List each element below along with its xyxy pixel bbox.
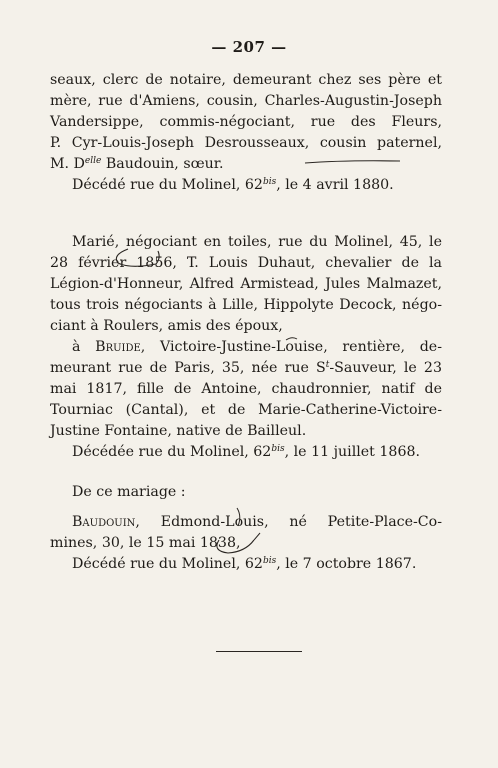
text-line: mines, 30, le 15 mai 1838, <box>50 535 241 551</box>
text-line: De ce mariage : <box>72 484 186 500</box>
text-line: Vandersippe, commis-négociant, rue des Fleurs, <box>50 114 442 130</box>
text-fragment: -Sauveur, le 23 <box>329 360 442 376</box>
text-fragment: , le 7 octobre 1867. <box>276 556 417 572</box>
text-line: ciant à Roulers, amis des époux, <box>50 318 283 334</box>
text-fragment: , Edmond-Louis, né Petite-Place-Co- <box>135 514 442 530</box>
text-line <box>50 337 442 358</box>
text-fragment: , le 4 avril 1880. <box>276 177 394 193</box>
text-fragment: , Victoire-Justine-Louise, rentière, de- <box>140 339 442 355</box>
paragraph-children-heading <box>50 482 442 503</box>
text-line: 28 février 1856, T. Louis Duhaut, chevalier de la <box>50 255 442 271</box>
text-line: P. Cyr-Louis-Joseph Desrousseaux, cousin paternel, <box>50 135 442 151</box>
paragraph-spouse <box>50 337 442 463</box>
paragraph-godparents-continued <box>50 70 442 196</box>
text-line: Tourniac (Cantal), et de Marie-Catherine-Victoire- <box>50 402 442 418</box>
superscript: elle <box>84 156 102 166</box>
paragraph-child <box>50 512 442 575</box>
text-fragment: Décédé rue du Molinel, 62 <box>72 177 263 193</box>
text-line <box>50 154 442 175</box>
text-line <box>50 358 442 379</box>
text-fragment: Décédé rue du Molinel, 62 <box>72 556 263 572</box>
paragraph-marriage <box>50 232 442 337</box>
page-number: — 207 — <box>211 38 287 56</box>
closing-rule <box>216 651 302 652</box>
text-line: mai 1817, fille de Antoine, chaudronnier, natif de <box>50 381 442 397</box>
text-line <box>50 512 442 533</box>
superscript: t <box>325 360 330 370</box>
child-surname: Baudouin <box>72 514 136 530</box>
text-line: Marié, négociant en toiles, rue du Molinel, 45, le <box>72 234 442 250</box>
text-fragment: à <box>72 339 96 355</box>
text-line: seaux, clerc de notaire, demeurant chez ses père et <box>50 72 442 88</box>
text-fragment: meurant rue de Paris, 35, née rue S <box>50 360 326 376</box>
text-line: tous trois négociants à Lille, Hippolyte Decock, négo- <box>50 297 442 313</box>
spouse-surname: Bruide <box>95 339 141 355</box>
death-record-line <box>50 554 442 575</box>
text-fragment: Décédée rue du Molinel, 62 <box>72 444 272 460</box>
text-line: Justine Fontaine, native de Bailleul. <box>50 423 307 439</box>
death-record-line <box>50 442 442 463</box>
death-record-line <box>50 175 442 196</box>
text-line: mère, rue d'Amiens, cousin, Charles-Augustin-Joseph <box>50 93 442 109</box>
text-fragment: , le 11 juillet 1868. <box>284 444 421 460</box>
text-fragment: Baudouin, sœur. <box>101 156 224 172</box>
text-fragment: M. D <box>50 156 85 172</box>
superscript: bis <box>271 444 285 454</box>
superscript: bis <box>262 177 277 187</box>
text-line: Légion-d'Honneur, Alfred Armistead, Jules Malmazet, <box>50 276 442 292</box>
superscript: bis <box>262 556 277 566</box>
